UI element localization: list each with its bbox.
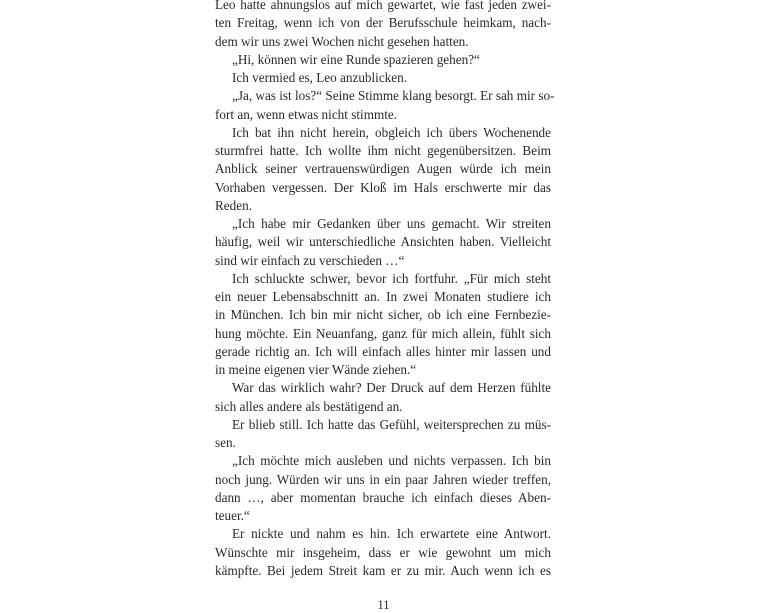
text-line: fort an, wenn etwas nicht stimmte. [215, 106, 398, 122]
text-line: Leo hatte ahnungslos auf mich gewartet, wie fast jeden zwei- [215, 0, 551, 12]
text-line: dann …, aber momentan brauche ich einfach dieses Aben- [215, 489, 551, 505]
text-line: teuer.“ [215, 508, 250, 523]
text-line: Reden. [215, 197, 252, 213]
text-line: ten Freitag, wenn ich von der Berufsschule heimkam, nach- [215, 15, 551, 31]
text-line: häufig, weil wir unterschiedliche Ansichten haben. Vielleicht [215, 234, 551, 250]
text-line: Wünschte mir insgeheim, dass er wie gewohnt um mich [215, 544, 551, 560]
text-line: in München. Ich bin mir nicht sicher, ob ich eine Fernbezie- [215, 307, 551, 323]
text-line: sen. [215, 435, 236, 450]
text-line: gerade richtig an. Ich will einfach alles hinter mir lassen und [215, 343, 551, 359]
text-line: hung möchte. Ein Neuanfang, ganz für mich allein, fühlt sich [215, 325, 551, 341]
text-line: sturmfrei hatte. Ich wollte ihm nicht gegenübersitzen. Beim [215, 143, 551, 158]
text-line: Ich schluckte schwer, bevor ich fortfuhr. „Für mich steht [232, 270, 551, 286]
text-line: Er nickte und nahm es hin. Ich erwartete eine Antwort. [232, 526, 551, 542]
text-line: in meine eigenen vier Wände ziehen.“ [215, 362, 417, 377]
text-line: noch jung. Würden wir uns in ein paar Jahren wieder treffen, [215, 471, 551, 487]
text-line: „Hi, können wir eine Runde spazieren gehen?“ [232, 51, 480, 67]
text-line: kämpfte. Bei jedem Streit kam er zu mir. Auch wenn ich es [215, 562, 551, 578]
text-line: sind wir einfach zu verschieden …“ [215, 252, 405, 268]
text-line: „Ich habe mir Gedanken über uns gemacht. Wir streiten [232, 216, 551, 231]
book-page-text [215, 0, 555, 580]
text-line: Ich vermied es, Leo anzublicken. [232, 70, 408, 85]
text-line: ein neuer Lebensabschnitt an. In zwei Monaten studiere ich [215, 289, 551, 304]
text-line: „Ja, was ist los?“ Seine Stimme klang besorgt. Er sah mir so- [232, 88, 555, 104]
text-line: sich alles andere als bestätigend an. [215, 398, 403, 414]
text-line: Vorhaben vergessen. Der Kloß im Hals erschwerte mir das [215, 179, 551, 195]
page-number: 11 [377, 598, 390, 612]
text-line: dem wir uns zwei Wochen nicht gesehen hatten. [215, 33, 469, 49]
text-line: Er blieb still. Ich hatte das Gefühl, weitersprechen zu müs- [232, 416, 551, 432]
text-line: „Ich möchte mich ausleben und nichts verpassen. Ich bin [232, 453, 551, 469]
text-line: Ich bat ihn nicht herein, obgleich ich übers Wochenende [232, 124, 551, 140]
text-line: Anblick seiner vertrauenswürdigen Augen würde ich mein [215, 161, 551, 177]
text-line: War das wirklich wahr? Der Druck auf dem Herzen fühlte [232, 380, 551, 396]
